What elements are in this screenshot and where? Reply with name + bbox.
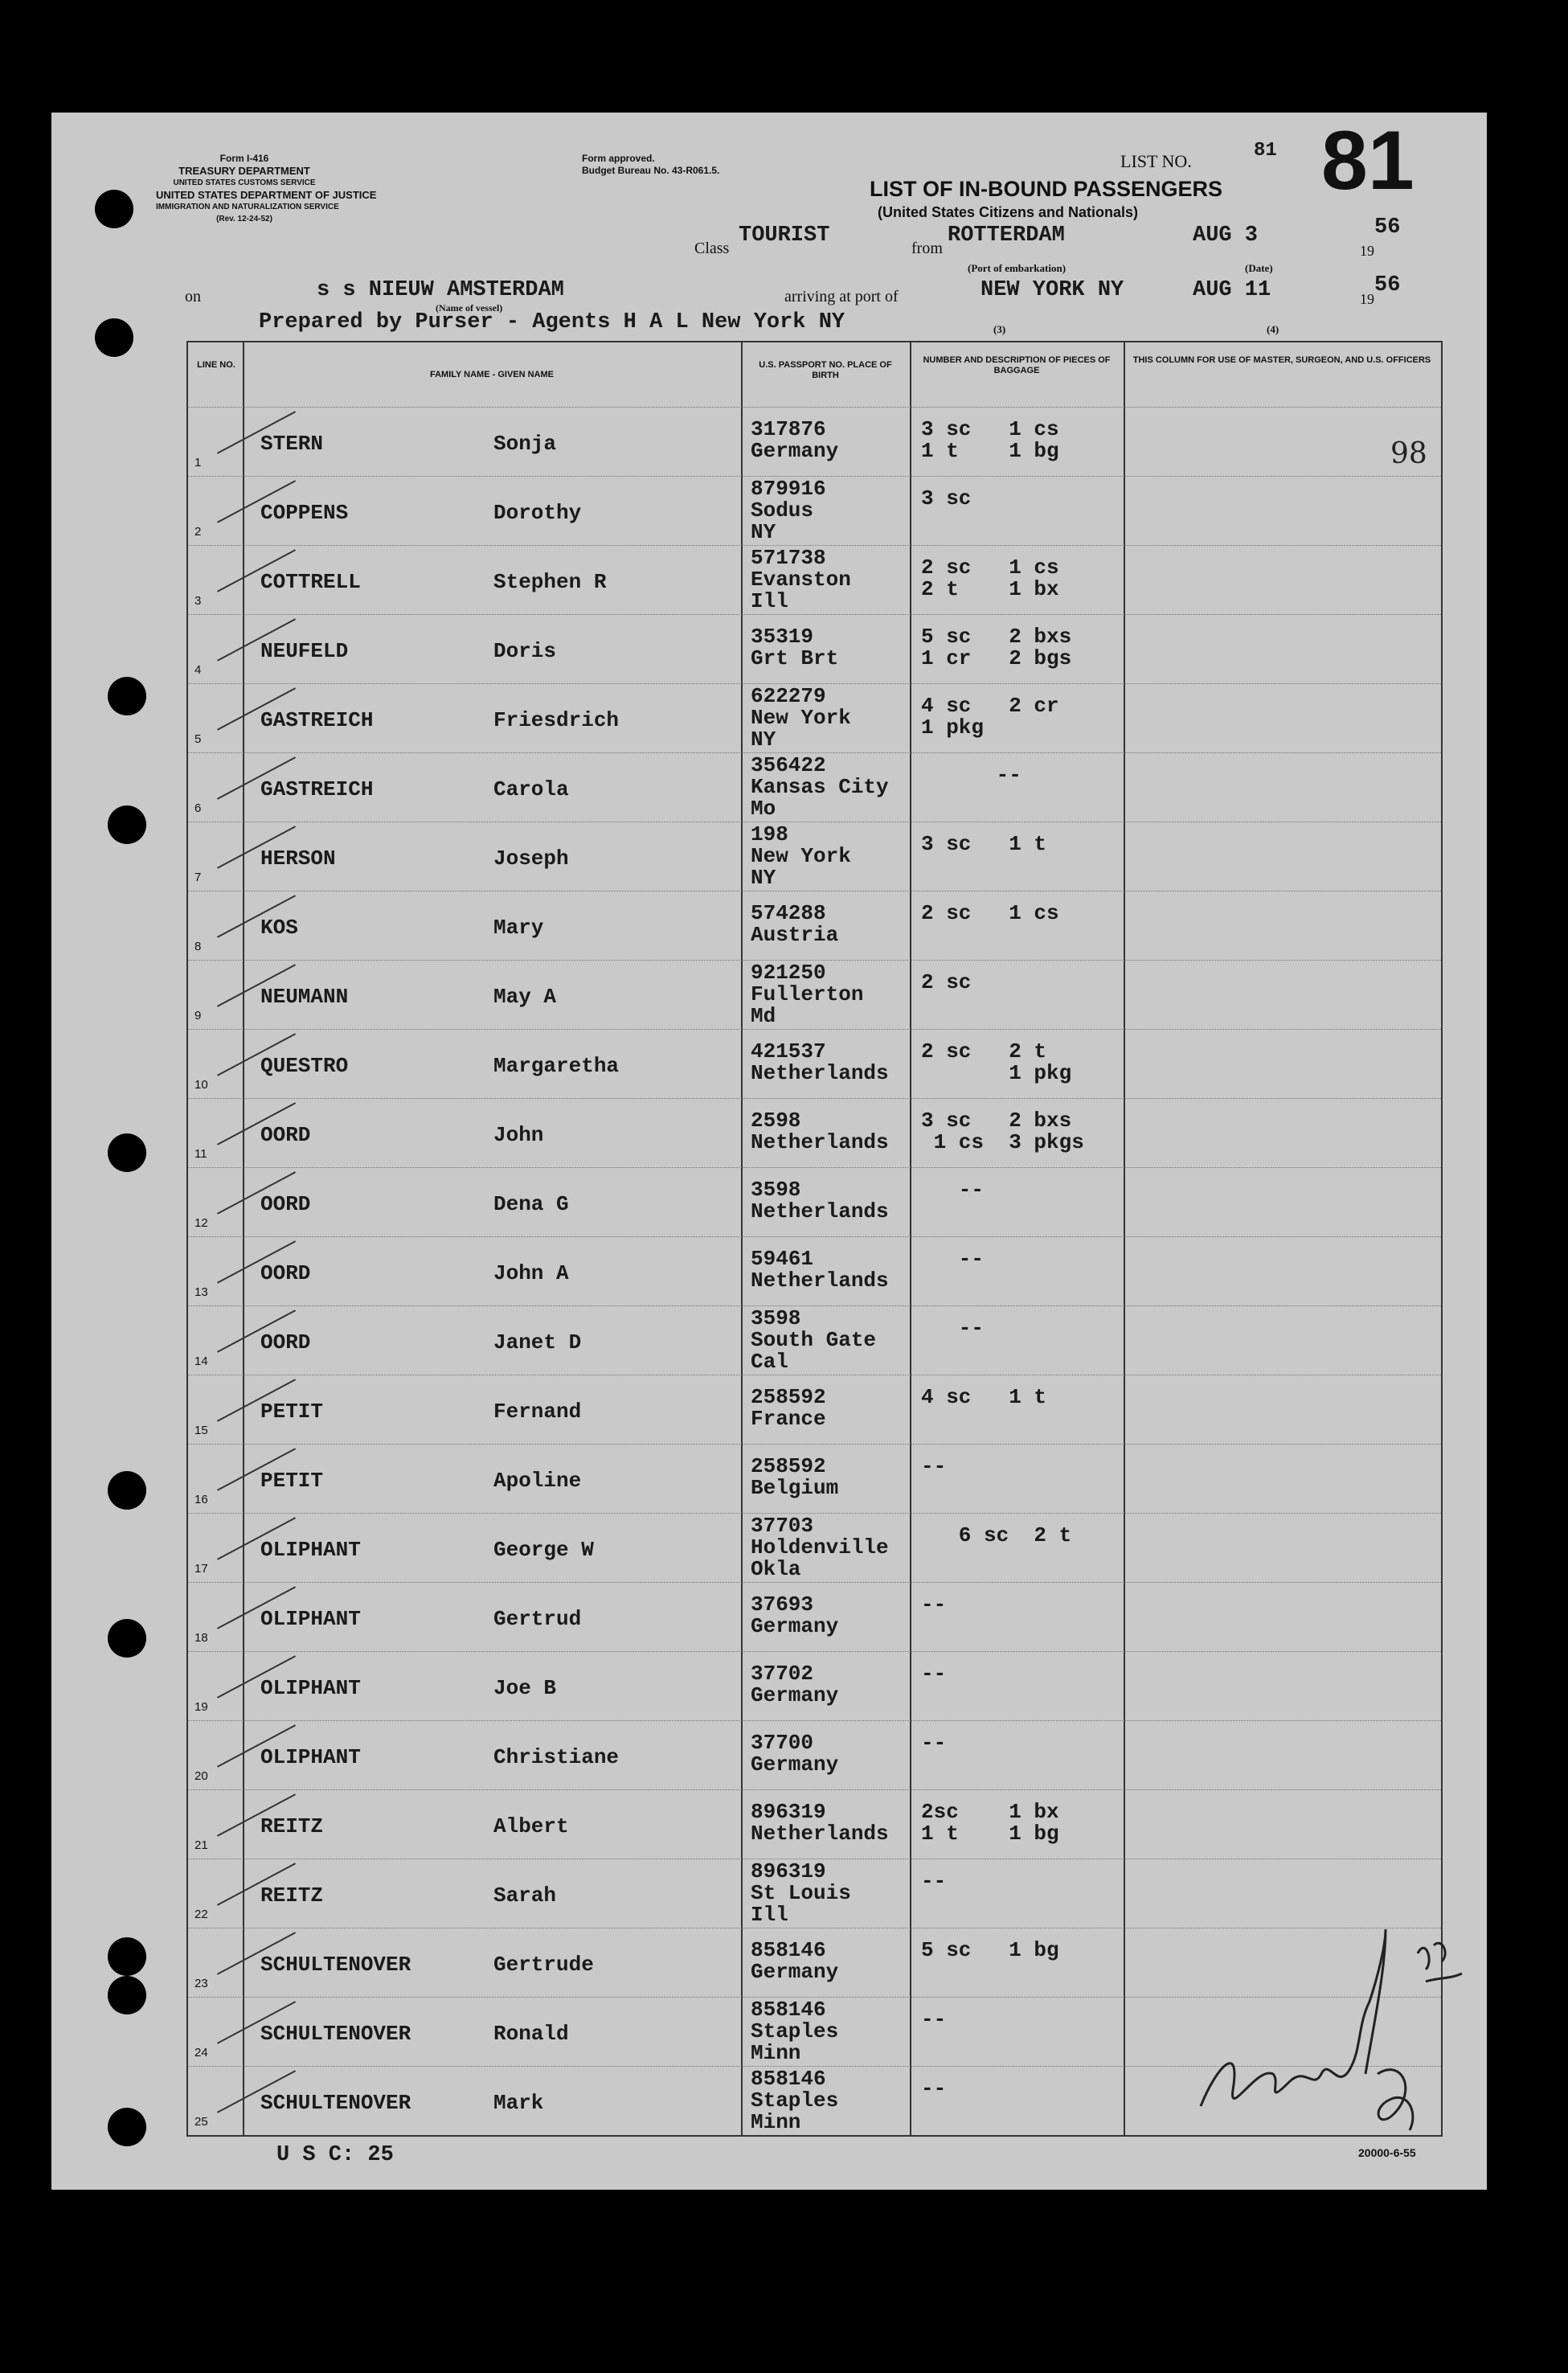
arrival-date: AUG 11 xyxy=(1193,278,1271,302)
form-approved: Form approved. Budget Bureau No. 43-R061.5. xyxy=(582,153,720,176)
passport-birthplace: 571738 Evanston Ill xyxy=(751,546,851,613)
family-name: PETIT xyxy=(260,1469,324,1493)
list-no-label: LIST NO. xyxy=(1120,151,1192,171)
baggage: 2 sc xyxy=(921,970,972,994)
baggage: 3 sc 1 t xyxy=(921,832,1047,856)
passport-birthplace: 59461 Netherlands xyxy=(751,1247,889,1293)
given-name: John A xyxy=(493,1261,569,1285)
passport-birthplace: 879916 Sodus NY xyxy=(751,477,826,544)
passport-birthplace: 258592 France xyxy=(751,1385,826,1431)
given-name: Dena G xyxy=(493,1192,569,1216)
given-name: Christiane xyxy=(493,1745,620,1769)
line-number: 21 xyxy=(194,1838,208,1852)
baggage: 2sc 1 bx 1 t 1 bg xyxy=(921,1800,1059,1846)
officer-note-row1: 98 xyxy=(1390,437,1427,470)
baggage: 2 sc 2 t 1 pkg xyxy=(921,1039,1072,1085)
family-name: OLIPHANT xyxy=(260,1745,361,1769)
punch-hole xyxy=(108,1619,146,1658)
passport-birthplace: 896319 Netherlands xyxy=(751,1800,889,1846)
table-row xyxy=(188,476,1441,546)
page-title: LIST OF IN-BOUND PASSENGERS xyxy=(870,177,1223,201)
given-name: Mary xyxy=(493,916,544,940)
line-number: 5 xyxy=(194,732,202,746)
passport-birthplace: 858146 Staples Minn xyxy=(751,2067,839,2134)
punch-hole xyxy=(108,805,146,844)
baggage: 3 sc 1 cs 1 t 1 bg xyxy=(921,417,1059,463)
line-number: 12 xyxy=(194,1216,208,1230)
family-name: OLIPHANT xyxy=(260,1538,361,1562)
usc-total: U S C: 25 xyxy=(276,2143,394,2167)
passport-birthplace: 35319 Grt Brt xyxy=(751,625,839,670)
prepared-by: Prepared by Purser - Agents H A L New York NY xyxy=(259,310,845,334)
line-number: 24 xyxy=(194,2046,208,2059)
baggage: -- xyxy=(921,2076,947,2100)
baggage: 5 sc 1 bg xyxy=(921,1938,1059,1962)
baggage: -- xyxy=(921,1247,985,1271)
family-name: PETIT xyxy=(260,1400,324,1424)
punch-hole xyxy=(95,190,133,228)
line-number: 11 xyxy=(194,1147,207,1161)
line-number: 2 xyxy=(194,525,202,539)
table-row xyxy=(188,822,1441,891)
inspector-signature xyxy=(1185,1905,1474,2146)
col-baggage: NUMBER AND DESCRIPTION OF PIECES OF BAGGAGE xyxy=(923,355,1111,375)
baggage: 6 sc 2 t xyxy=(921,1523,1072,1547)
passenger-table xyxy=(186,341,1443,2137)
baggage: 3 sc xyxy=(921,486,972,510)
passport-birthplace: 858146 Germany xyxy=(751,1938,839,1984)
passport-birthplace: 858146 Staples Minn xyxy=(751,1998,839,2065)
vessel-caption: (Name of vessel) xyxy=(436,302,503,314)
baggage: 4 sc 2 cr 1 pkg xyxy=(921,694,1059,740)
punch-hole xyxy=(108,1471,146,1510)
passport-birthplace: 3598 South Gate Cal xyxy=(751,1306,877,1374)
passport-birthplace: 2598 Netherlands xyxy=(751,1109,889,1154)
baggage: 2 sc 1 cs xyxy=(921,901,1059,925)
table-row xyxy=(188,1236,1441,1306)
line-number: 6 xyxy=(194,801,202,815)
table-row xyxy=(188,1582,1441,1652)
depart-year-prefix: 19 xyxy=(1360,243,1374,259)
passport-birthplace: 258592 Belgium xyxy=(751,1454,839,1500)
col-officers: THIS COLUMN FOR USE OF MASTER, SURGEON, AND U.S. OFFICERS xyxy=(1132,355,1431,365)
given-name: Ronald xyxy=(493,2022,569,2046)
line-number: 17 xyxy=(194,1562,208,1576)
baggage: 2 sc 1 cs 2 t 1 bx xyxy=(921,555,1059,601)
family-name: HERSON xyxy=(260,846,336,871)
passport-birthplace: 622279 New York NY xyxy=(751,684,851,752)
family-name: GASTREICH xyxy=(260,777,374,801)
given-name: Janet D xyxy=(493,1330,582,1355)
given-name: Margaretha xyxy=(493,1054,620,1078)
table-row xyxy=(188,752,1441,822)
baggage: 5 sc 2 bxs 1 cr 2 bgs xyxy=(921,625,1072,670)
from-value: ROTTERDAM xyxy=(948,223,1065,248)
family-name: COTTRELL xyxy=(260,570,361,594)
passport-birthplace: 198 New York NY xyxy=(751,822,851,890)
line-number: 3 xyxy=(194,594,202,608)
family-name: SCHULTENOVER xyxy=(260,2091,411,2115)
table-row xyxy=(188,545,1441,615)
from-label: from xyxy=(911,240,943,257)
given-name: Friesdrich xyxy=(493,708,620,732)
table-row xyxy=(188,1305,1441,1375)
family-name: QUESTRO xyxy=(260,1054,349,1078)
baggage: -- xyxy=(921,763,1021,787)
line-number: 8 xyxy=(194,940,202,953)
table-row xyxy=(188,1029,1441,1099)
passport-birthplace: 37703 Holdenville Okla xyxy=(751,1514,889,1581)
given-name: Dorothy xyxy=(493,501,582,525)
baggage: -- xyxy=(921,1316,985,1340)
line-number: 4 xyxy=(194,663,202,677)
punch-hole xyxy=(108,1937,146,1976)
family-name: OLIPHANT xyxy=(260,1676,361,1700)
table-row xyxy=(188,1444,1441,1514)
list-no-typed: 81 xyxy=(1254,140,1277,162)
family-name: SCHULTENOVER xyxy=(260,1953,411,1977)
passport-birthplace: 421537 Netherlands xyxy=(751,1039,889,1085)
given-name: Joe B xyxy=(493,1676,557,1700)
given-name: Stephen R xyxy=(493,570,607,594)
given-name: Carola xyxy=(493,777,569,801)
table-row xyxy=(188,614,1441,684)
list-no-stamp: 81 xyxy=(1321,114,1414,207)
date-caption: (Date) xyxy=(1245,262,1273,274)
baggage: -- xyxy=(921,1454,947,1478)
given-name: Mark xyxy=(493,2091,544,2115)
punch-hole xyxy=(108,1133,146,1172)
family-name: OORD xyxy=(260,1123,311,1147)
baggage: -- xyxy=(921,1869,947,1893)
col-passport: U.S. PASSPORT NO. PLACE OF BIRTH xyxy=(759,360,892,380)
depart-year: 56 xyxy=(1374,215,1401,240)
line-number: 9 xyxy=(194,1009,202,1023)
table-row xyxy=(188,891,1441,961)
passport-birthplace: 896319 St Louis Ill xyxy=(751,1859,851,1927)
baggage: -- xyxy=(921,1662,947,1686)
manifest-sheet xyxy=(51,113,1487,2190)
arriving-label: arriving at port of xyxy=(784,288,899,305)
family-name: OORD xyxy=(260,1330,311,1355)
given-name: Joseph xyxy=(493,846,569,871)
given-name: John xyxy=(493,1123,544,1147)
on-label: on xyxy=(185,288,201,305)
given-name: Gertrude xyxy=(493,1953,594,1977)
table-row xyxy=(188,960,1441,1030)
table-row xyxy=(188,1098,1441,1168)
passport-birthplace: 356422 Kansas City Mo xyxy=(751,753,889,821)
passport-birthplace: 3598 Netherlands xyxy=(751,1178,889,1223)
col-name: FAMILY NAME - GIVEN NAME xyxy=(429,370,555,379)
line-number: 7 xyxy=(194,871,202,884)
table-row xyxy=(188,1513,1441,1583)
given-name: Apoline xyxy=(493,1469,582,1493)
baggage: -- xyxy=(921,1731,947,1755)
given-name: May A xyxy=(493,985,557,1009)
table-row xyxy=(188,1789,1441,1859)
page-subtitle: (United States Citizens and Nationals) xyxy=(878,204,1139,220)
given-name: Albert xyxy=(493,1814,569,1838)
given-name: Gertrud xyxy=(493,1607,582,1631)
table-row xyxy=(188,1651,1441,1721)
passport-birthplace: 37702 Germany xyxy=(751,1662,839,1707)
family-name: REITZ xyxy=(260,1814,324,1838)
family-name: REITZ xyxy=(260,1883,324,1908)
arrival-year: 56 xyxy=(1374,273,1401,297)
baggage: -- xyxy=(921,1592,947,1617)
col-line-no: LINE NO. xyxy=(197,360,235,370)
arrival-port: NEW YORK NY xyxy=(981,278,1124,302)
line-number: 1 xyxy=(194,456,202,469)
baggage: 4 sc 1 t xyxy=(921,1385,1047,1409)
line-number: 20 xyxy=(194,1769,208,1783)
form-id-block: Form I-416 TREASURY DEPARTMENT UNITED STATES CUSTOMS SERVICE UNITED STATES DEPARTMENT OF JUSTICE IMMIGRATION AND NATURALIZATION SERVICE (Rev. 12-24-52) xyxy=(156,153,377,223)
depart-date: AUG 3 xyxy=(1193,223,1259,248)
punch-hole xyxy=(95,318,133,357)
family-name: OLIPHANT xyxy=(260,1607,361,1631)
line-number: 18 xyxy=(194,1631,208,1645)
caption-4: (4) xyxy=(1267,323,1279,335)
form-footer-code: 20000-6-55 xyxy=(1358,2146,1416,2159)
family-name: NEUMANN xyxy=(260,985,349,1009)
table-row xyxy=(188,683,1441,753)
table-row xyxy=(188,1375,1441,1445)
line-number: 23 xyxy=(194,1977,208,1990)
vessel-value: s s NIEUW AMSTERDAM xyxy=(317,278,564,302)
line-number: 19 xyxy=(194,1700,208,1714)
given-name: Doris xyxy=(493,639,557,663)
caption-3: (3) xyxy=(993,323,1006,335)
table-row xyxy=(188,1167,1441,1237)
line-number: 22 xyxy=(194,1908,208,1921)
baggage: 3 sc 2 bxs 1 cs 3 pkgs xyxy=(921,1109,1084,1154)
family-name: OORD xyxy=(260,1261,311,1285)
given-name: Sarah xyxy=(493,1883,557,1908)
line-number: 15 xyxy=(194,1424,208,1437)
given-name: Fernand xyxy=(493,1400,582,1424)
passport-birthplace: 921250 Fullerton Md xyxy=(751,961,864,1028)
family-name: OORD xyxy=(260,1192,311,1216)
punch-hole xyxy=(108,2108,146,2146)
family-name: GASTREICH xyxy=(260,708,374,732)
given-name: George W xyxy=(493,1538,594,1562)
line-number: 10 xyxy=(194,1078,208,1092)
passport-birthplace: 317876 Germany xyxy=(751,417,839,463)
baggage: -- xyxy=(921,1178,985,1202)
punch-hole xyxy=(108,1976,146,2014)
class-value: TOURIST xyxy=(739,223,830,248)
given-name: Sonja xyxy=(493,432,557,456)
family-name: SCHULTENOVER xyxy=(260,2022,411,2046)
line-number: 14 xyxy=(194,1355,208,1368)
arrival-year-prefix: 19 xyxy=(1360,291,1374,307)
baggage: -- xyxy=(921,2007,947,2031)
line-number: 13 xyxy=(194,1285,208,1299)
line-number: 25 xyxy=(194,2115,208,2129)
punch-hole xyxy=(108,677,146,715)
line-number: 16 xyxy=(194,1493,208,1506)
port-embark-caption: (Port of embarkation) xyxy=(968,262,1066,274)
passport-birthplace: 37693 Germany xyxy=(751,1592,839,1638)
class-label: Class xyxy=(694,240,730,257)
family-name: STERN xyxy=(260,432,324,456)
family-name: COPPENS xyxy=(260,501,349,525)
table-row xyxy=(188,407,1441,477)
table-row xyxy=(188,1720,1441,1790)
passport-birthplace: 574288 Austria xyxy=(751,901,839,947)
family-name: KOS xyxy=(260,916,298,940)
passport-birthplace: 37700 Germany xyxy=(751,1731,839,1777)
family-name: NEUFELD xyxy=(260,639,349,663)
